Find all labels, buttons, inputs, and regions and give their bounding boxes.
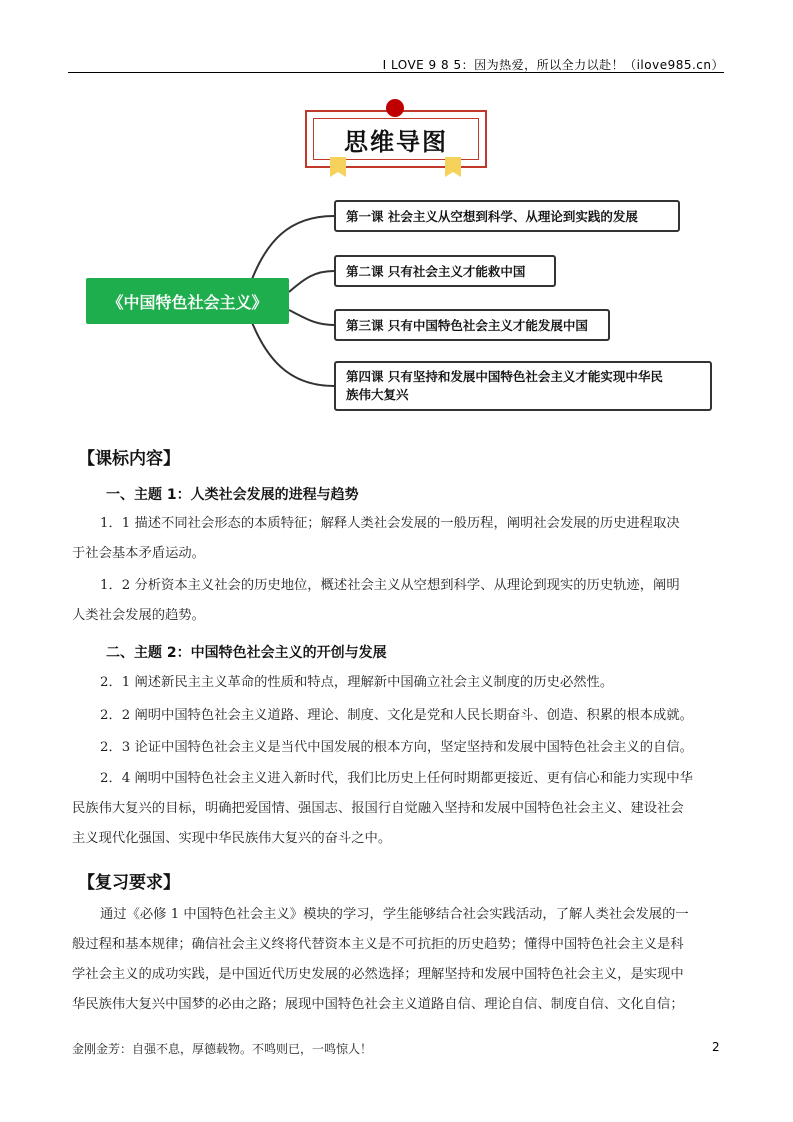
- branch-4-line-1: 第四课 只有坚持和发展中国特色社会主义才能实现中华民: [346, 369, 663, 384]
- footer-motto: 金刚金芳：自强不息，厚德载物。不鸣则已，一鸣惊人！: [72, 1042, 373, 1056]
- mindmap-root-node: 《中国特色社会主义》: [86, 278, 289, 324]
- page-number: 2: [712, 1040, 720, 1054]
- theme-1-title: 一、主题 1：人类社会发展的进程与趋势: [106, 487, 359, 503]
- page-header: I LOVE 9 8 5：因为热爱，所以全力以赴！（ilove985.cn）: [382, 58, 724, 72]
- curriculum-heading: 【课标内容】: [78, 449, 180, 469]
- text-line: 2．2 阐明中国特色社会主义道路、理论、制度、文化是党和人民长期奋斗、创造、积累的根本成就。: [100, 708, 693, 723]
- review-heading: 【复习要求】: [78, 873, 180, 893]
- text-line: 2．4 阐明中国特色社会主义进入新时代，我们比历史上任何时期都更接近、更有信心和能力实现中华: [100, 771, 693, 786]
- text-line: 1．2 分析资本主义社会的历史地位，概述社会主义从空想到科学、从理论到现实的历史轨迹，阐明: [100, 578, 680, 593]
- text-line: 于社会基本矛盾运动。: [72, 546, 205, 561]
- mindmap-title: 思维导图: [344, 127, 448, 156]
- mindmap-branch-lesson-3: 第三课 只有中国特色社会主义才能发展中国: [334, 309, 610, 341]
- theme-2-item-2: [72, 701, 722, 731]
- text-line: 主义现代化强国、实现中华民族伟大复兴的奋斗之中。: [72, 831, 392, 846]
- text-line: 2．3 论证中国特色社会主义是当代中国发展的根本方向，坚定坚持和发展中国特色社会主义的自信。: [100, 740, 693, 755]
- text-line: 通过《必修 1 中国特色社会主义》模块的学习，学生能够结合社会实践活动，了解人类社会发展的一: [100, 907, 689, 922]
- theme-2-item-1: [72, 668, 722, 698]
- text-line: 般过程和基本规律；确信社会主义终将代替资本主义是不可抗拒的历史趋势；懂得中国特色社会主义是科: [72, 937, 684, 952]
- theme-2-item-4: [72, 764, 722, 854]
- mindmap-branch-lesson-1: 第一课 社会主义从空想到科学、从理论到实践的发展: [334, 200, 680, 232]
- theme-1-item-1: [72, 509, 722, 569]
- theme-1-item-2: [72, 571, 722, 631]
- text-line: 2．1 阐述新民主主义革命的性质和特点，理解新中国确立社会主义制度的历史必然性。: [100, 675, 614, 690]
- review-paragraph: [72, 900, 722, 1020]
- theme-2-title: 二、主题 2：中国特色社会主义的开创与发展: [106, 645, 387, 661]
- mindmap-branch-lesson-4: [334, 361, 712, 411]
- text-line: 1．1 描述不同社会形态的本质特征；解释人类社会发展的一般历程，阐明社会发展的历史进程取决: [100, 516, 680, 531]
- text-line: 人类社会发展的趋势。: [72, 608, 205, 623]
- pin-icon: [386, 99, 404, 117]
- mindmap-branch-lesson-2: 第二课 只有社会主义才能救中国: [334, 255, 556, 287]
- branch-4-line-2: 族伟大复兴: [346, 387, 409, 402]
- text-line: 学社会主义的成功实践，是中国近代历史发展的必然选择；理解坚持和发展中国特色社会主义，是实现中: [72, 967, 684, 982]
- theme-2-item-3: [72, 733, 722, 763]
- text-line: 民族伟大复兴的目标，明确把爱国情、强国志、报国行自觉融入坚持和发展中国特色社会主义、建设社会: [72, 801, 684, 816]
- text-line: 华民族伟大复兴中国梦的必由之路；展现中国特色社会主义道路自信、理论自信、制度自信、文化自信；: [72, 997, 684, 1012]
